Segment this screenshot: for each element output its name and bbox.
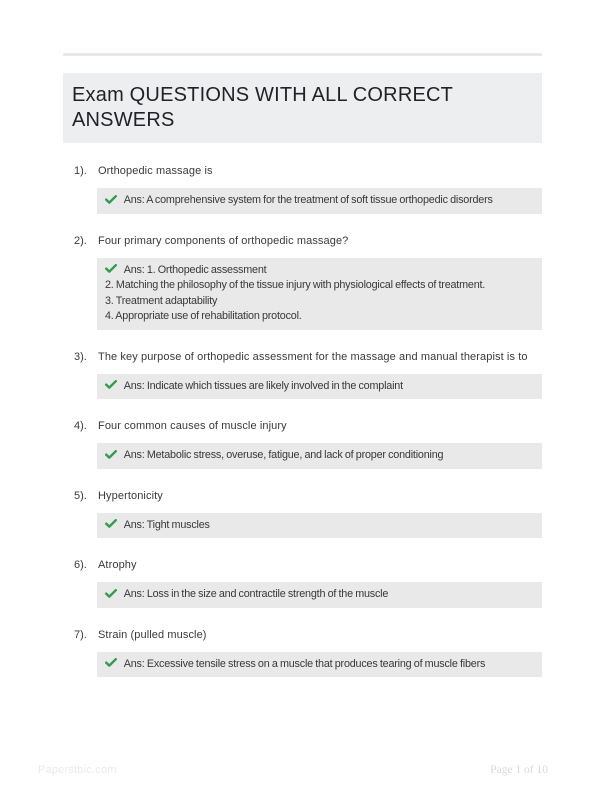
question-text: Atrophy xyxy=(98,559,137,571)
answer-line xyxy=(105,587,535,603)
question-text: Four common causes of muscle injury xyxy=(98,420,287,432)
answer-line xyxy=(105,448,535,464)
answer-text: Ans: Metabolic stress, overuse, fatigue, and lack of proper conditioning xyxy=(123,449,444,461)
answer-box xyxy=(97,582,542,608)
question-row xyxy=(63,235,542,247)
questions-list xyxy=(63,165,542,677)
question-row xyxy=(63,165,542,177)
question-text: Strain (pulled muscle) xyxy=(98,628,207,641)
answer-line: 4. Appropriate use of rehabilitation protocol. xyxy=(105,310,302,322)
question-item xyxy=(63,351,542,400)
document-content xyxy=(63,53,542,698)
question-number: 6). xyxy=(74,559,87,571)
answer-line xyxy=(105,263,535,279)
question-number: 1). xyxy=(74,165,87,177)
answer-box xyxy=(97,374,542,400)
question-row xyxy=(63,629,542,641)
check-icon xyxy=(105,589,117,598)
answer-line: 3. Treatment adaptability xyxy=(105,294,218,307)
answer-line xyxy=(105,193,535,209)
question-row xyxy=(63,490,542,502)
answer-line xyxy=(105,657,535,673)
check-icon xyxy=(105,195,117,204)
question-item xyxy=(63,559,542,608)
check-icon xyxy=(105,264,117,273)
answer-line xyxy=(105,379,535,395)
answer-box xyxy=(97,258,542,330)
answer-text: Ans: Loss in the size and contractile strength of the muscle xyxy=(123,588,389,600)
question-row xyxy=(63,351,542,363)
answer-box xyxy=(97,513,542,539)
answer-box xyxy=(97,443,542,469)
question-item xyxy=(63,629,542,678)
question-text: Four primary components of orthopedic massage? xyxy=(98,234,349,247)
check-icon xyxy=(105,519,117,528)
watermark-text: Paperstbic.com xyxy=(38,764,117,776)
page-title: Exam QUESTIONS WITH ALL CORRECT ANSWERS xyxy=(72,84,453,131)
question-number: 5). xyxy=(74,489,87,502)
title-box xyxy=(63,73,542,143)
answer-text: Ans: A comprehensive system for the treatment of soft tissue orthopedic disorders xyxy=(123,194,493,206)
question-row xyxy=(63,559,542,571)
answer-text: Ans: Indicate which tissues are likely involved in the complaint xyxy=(123,379,403,392)
answer-text: Ans: Tight muscles xyxy=(123,518,210,531)
question-row xyxy=(63,420,542,432)
answer-text: Ans: 1. Orthopedic assessment xyxy=(123,263,267,276)
question-text: Hypertonicity xyxy=(98,489,163,502)
answer-box xyxy=(97,188,542,214)
check-icon xyxy=(105,658,117,667)
check-icon xyxy=(105,450,117,459)
answer-line: 2. Matching the philosophy of the tissue injury with physiological effects of treatment. xyxy=(105,279,486,291)
question-item xyxy=(63,490,542,539)
question-text: Orthopedic massage is xyxy=(98,165,213,177)
answer-text: Ans: Excessive tensile stress on a muscle that produces tearing of muscle fibers xyxy=(123,657,486,670)
question-text: The key purpose of orthopedic assessment for the massage and manual therapist is to xyxy=(98,350,528,363)
question-number: 4). xyxy=(74,420,87,432)
question-item xyxy=(63,165,542,214)
page-top-rule xyxy=(63,53,542,56)
question-number: 7). xyxy=(74,628,87,641)
page-footer xyxy=(38,764,548,776)
question-number: 3). xyxy=(74,350,87,363)
question-number: 2). xyxy=(74,234,87,247)
answer-line xyxy=(105,518,535,534)
page-number: Page 1 of 10 xyxy=(490,764,548,776)
question-item xyxy=(63,235,542,330)
check-icon xyxy=(105,380,117,389)
question-item xyxy=(63,420,542,469)
answer-box xyxy=(97,652,542,678)
